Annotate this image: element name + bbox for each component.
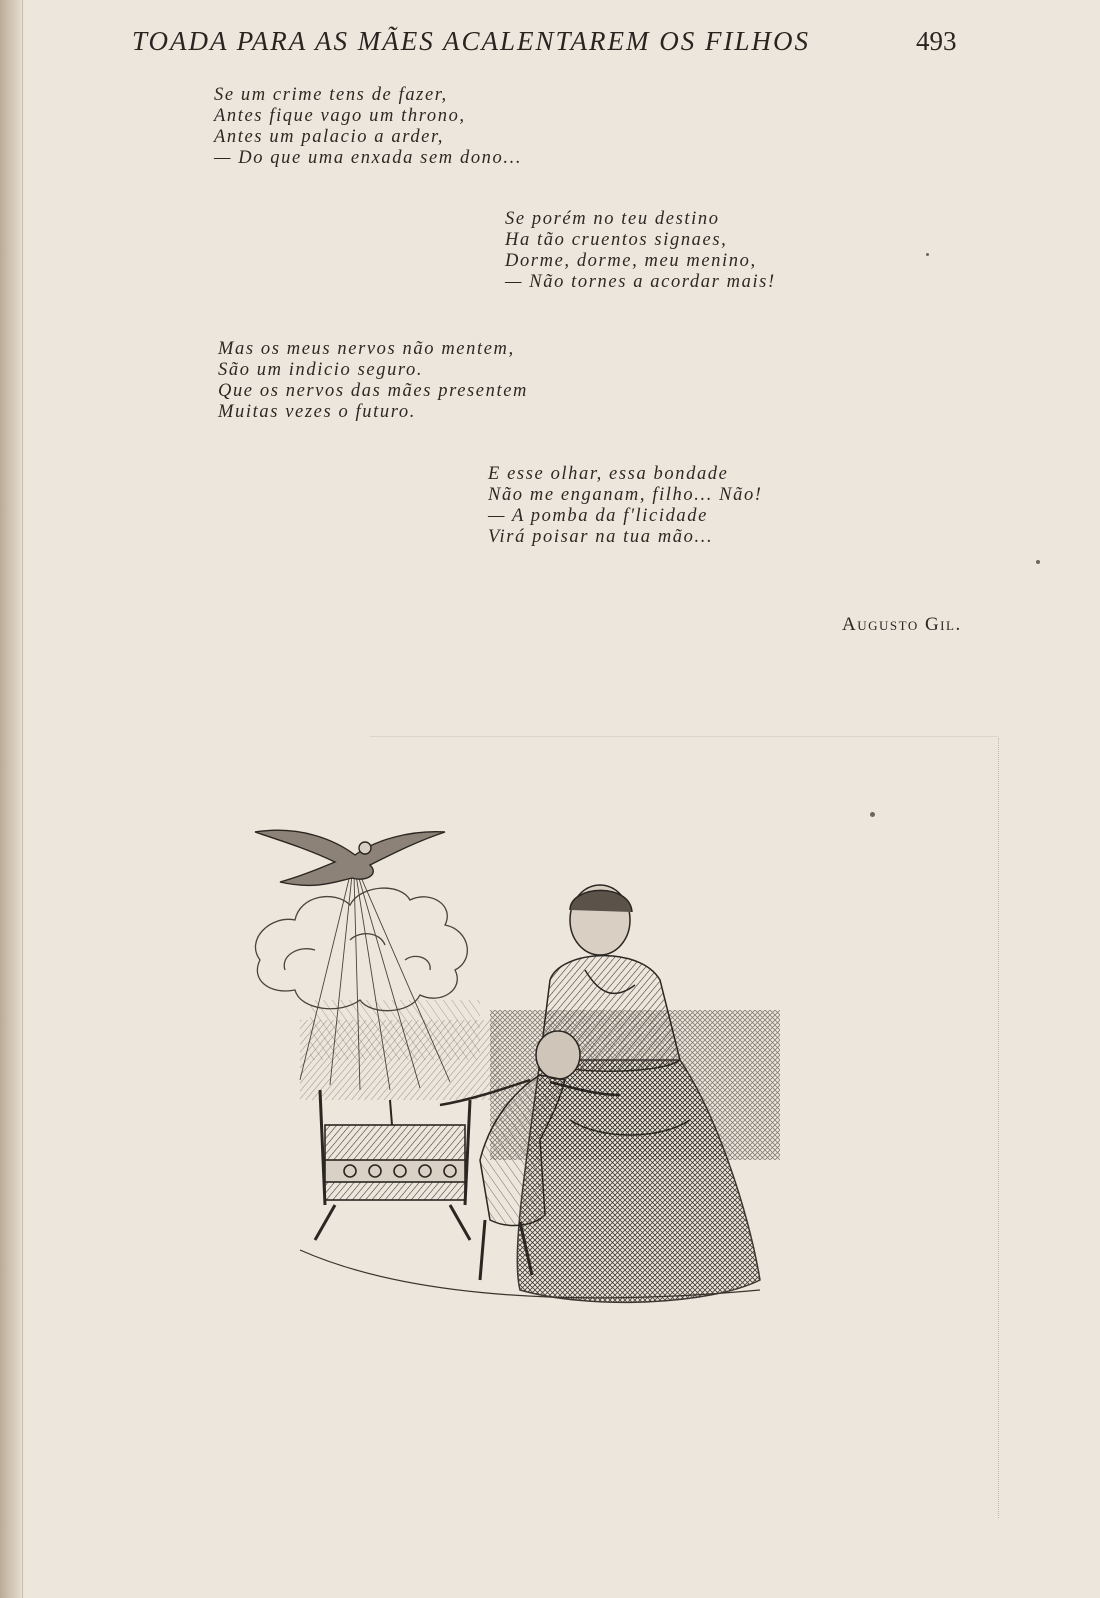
poem-line: Se porém no teu destino bbox=[505, 209, 720, 229]
poem-stanza bbox=[214, 85, 522, 169]
paper-speck bbox=[926, 253, 929, 256]
author-signature: Augusto Gil. bbox=[842, 614, 962, 635]
page-binding-shadow bbox=[0, 0, 22, 1598]
poem-line: Que os nervos das mães presentem bbox=[218, 381, 528, 401]
poem-line: Antes um palacio a arder, bbox=[214, 127, 444, 147]
poem-line: — Não tornes a acordar mais! bbox=[505, 272, 776, 292]
poem-stanza bbox=[488, 464, 763, 548]
plate-mark-top bbox=[370, 736, 998, 737]
poem-line: Antes fique vago um throno, bbox=[214, 106, 466, 126]
paper-speck bbox=[870, 812, 875, 817]
poem-stanza bbox=[505, 209, 776, 293]
wall-hatching bbox=[300, 1020, 500, 1100]
page-title: TOADA PARA AS MÃES ACALENTAREM OS FILHOS bbox=[132, 26, 811, 56]
poem-line: Não me enganam, filho... Não! bbox=[488, 485, 763, 505]
engraving-illustration bbox=[240, 820, 800, 1320]
poem-line: Mas os meus nervos não mentem, bbox=[218, 339, 515, 359]
cradle-engraving bbox=[315, 1090, 470, 1240]
poem-line: Virá poisar na tua mão... bbox=[488, 527, 714, 547]
poem-line: Dorme, dorme, meu menino, bbox=[505, 251, 757, 271]
poem-line: — A pomba da f'licidade bbox=[488, 506, 708, 526]
poem-line: São um indicio seguro. bbox=[218, 360, 424, 380]
poem-line: Muitas vezes o futuro. bbox=[218, 402, 416, 422]
poem-line: Ha tão cruentos signaes, bbox=[505, 230, 728, 250]
page-gutter-line bbox=[22, 0, 23, 1598]
dove-icon bbox=[255, 830, 445, 885]
poem-stanza bbox=[218, 339, 528, 423]
poem-line: E esse olhar, essa bondade bbox=[488, 464, 729, 484]
poem-line: — Do que uma enxada sem dono... bbox=[214, 148, 523, 168]
poem-line: Se um crime tens de fazer, bbox=[214, 85, 448, 105]
page-number: 493 bbox=[916, 26, 957, 56]
paper-speck bbox=[1036, 560, 1040, 564]
running-header bbox=[132, 26, 962, 62]
